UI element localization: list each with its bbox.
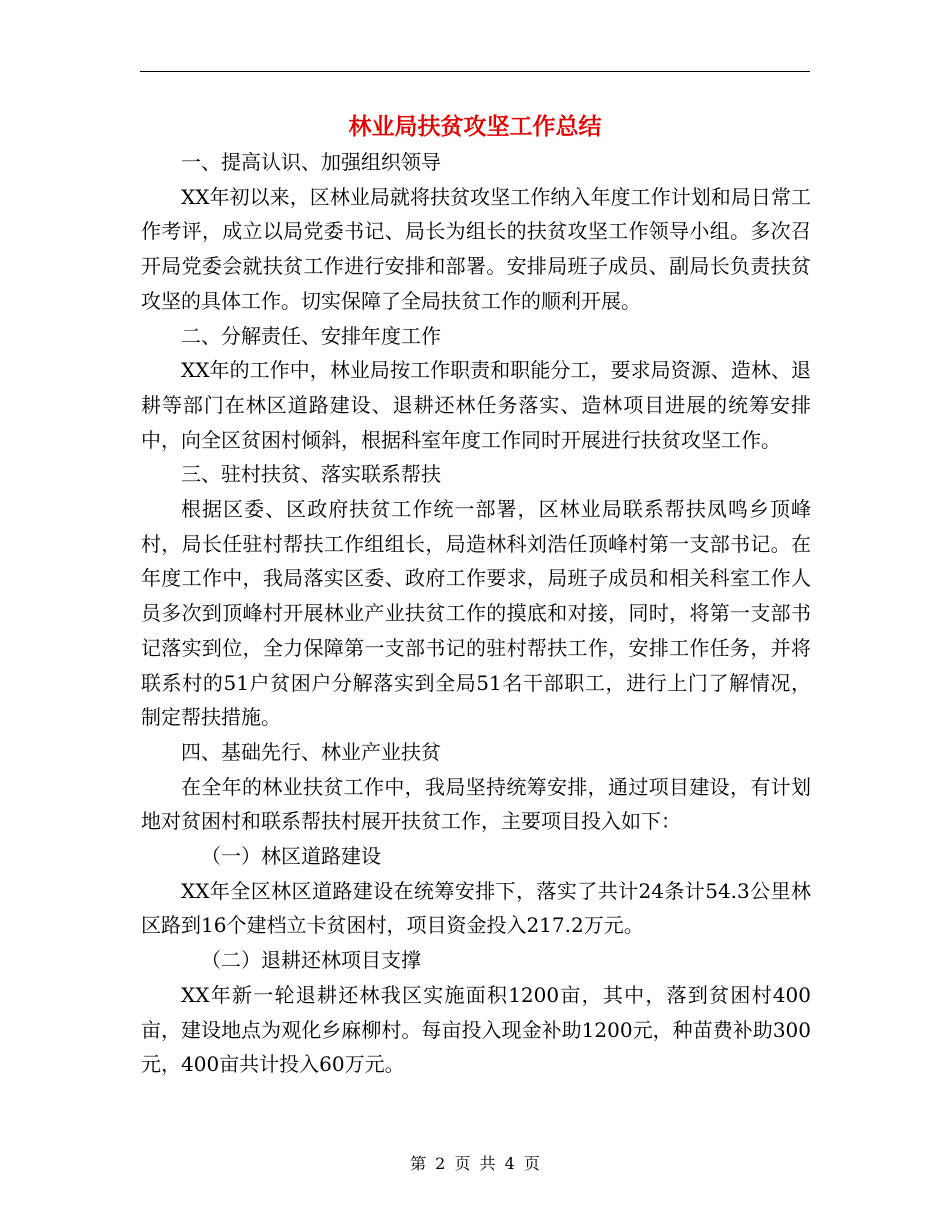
- section-heading: 三、驻村扶贫、落实联系帮扶: [181, 462, 441, 487]
- section-heading: 一、提高认识、加强组织领导: [181, 150, 441, 174]
- section-heading: 四、基础先行、林业产业扶贫: [181, 739, 441, 764]
- body-paragraph: XX年新一轮退耕还林我区实施面积1200亩，其中，落到贫困村400亩，建设地点为观化乡麻柳村。每亩投入现金补助1200元，种苗费补助300元，400亩共计投入60万元。: [141, 982, 811, 1077]
- document-title: 林业局扶贫攻坚工作总结: [348, 113, 602, 140]
- body-paragraph: XX年的工作中，林业局按工作职责和职能分工，要求局资源、造林、退耕等部门在林区道路建设、退耕还林任务落实、造林项目进展的统筹安排中，向全区贫困村倾斜，根据科室年度工作同时开展进行扶贫攻坚工作。: [141, 358, 811, 452]
- body-paragraph: 在全年的林业扶贫工作中，我局坚持统筹安排，通过项目建设，有计划地对贫困村和联系帮扶村展开扶贫工作，主要项目投入如下：: [141, 774, 811, 834]
- body-paragraph: 根据区委、区政府扶贫工作统一部署，区林业局联系帮扶凤鸣乡顶峰村，局长任驻村帮扶工作组组长，局造林科刘浩任顶峰村第一支部书记。在年度工作中，我局落实区委、政府工作要求，局班子成员和相关科室工作人员多次到顶峰村开展林业产业扶贫工作的摸底和对接，同时，将第一支部书记落实到位，全力保障第一支部书记的驻村帮扶工作，安排工作任务，并将联系村的51户贫困户分解落实到全局51名干部职工，进行上门了解情况，制定帮扶措施。: [141, 497, 811, 730]
- body-paragraph: XX年初以来，区林业局就将扶贫攻坚工作纳入年度工作计划和局日常工作考评，成立以局党委书记、局长为组长的扶贫攻坚工作领导小组。多次召开局党委会就扶贫工作进行安排和部署。安排局班子成员、副局长负责扶贫攻坚的具体工作。切实保障了全局扶贫工作的顺利开展。: [141, 184, 811, 313]
- section-heading: 二、分解责任、安排年度工作: [181, 323, 441, 348]
- body-paragraph: XX年全区林区道路建设在统筹安排下，落实了共计24条计54.3公里林区路到16个建档立卡贫困村，项目资金投入217.2万元。: [141, 878, 811, 938]
- page-footer: 第 2 页 共 4 页: [410, 1154, 540, 1173]
- document-body: [141, 145, 811, 1082]
- sub-heading: （一）林区道路建设: [201, 844, 381, 869]
- sub-heading: （二）退耕还林项目支撑: [201, 948, 421, 973]
- header-rule: [140, 71, 810, 72]
